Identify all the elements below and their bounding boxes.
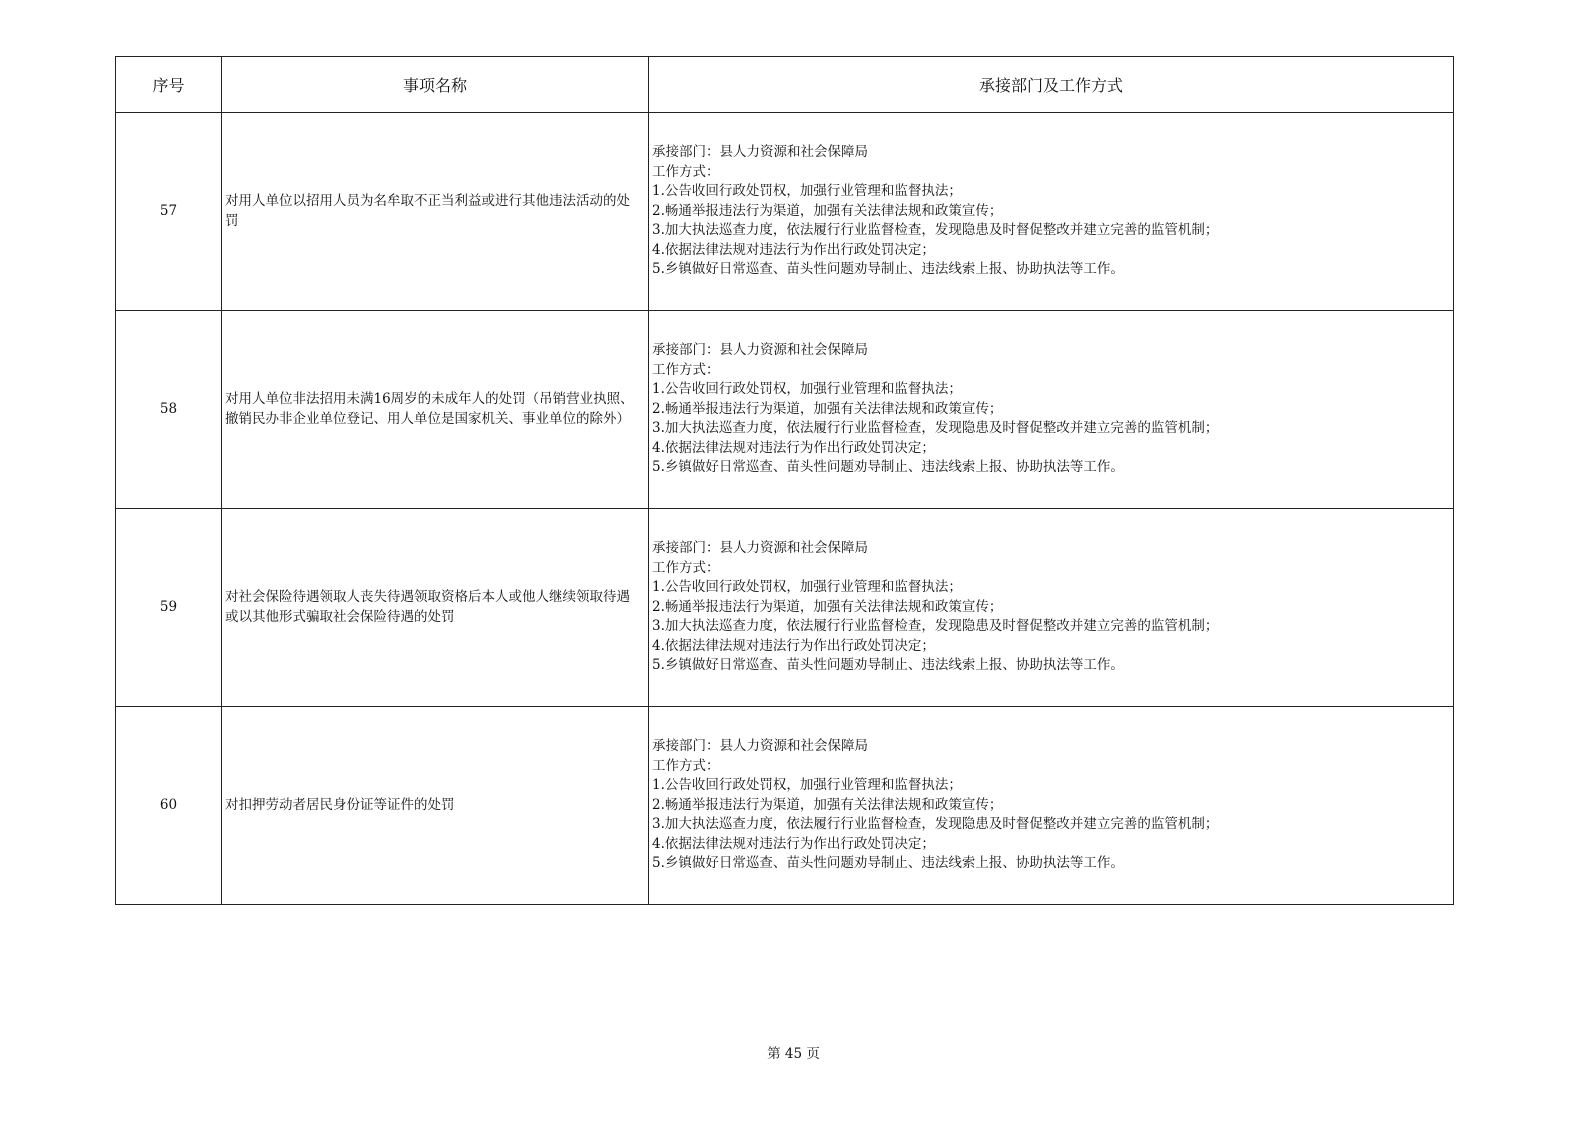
page-number: 第 45 页 <box>767 1046 820 1062</box>
method-item: 4.依据法律法规对违法行为作出行政处罚决定； <box>652 637 935 654</box>
method-cell <box>649 311 1454 509</box>
header-name: 事项名称 <box>222 57 649 113</box>
name-cell: 对用人单位以招用人员为名牟取不正当利益或进行其他违法活动的处罚 <box>222 113 649 311</box>
method-title: 工作方式： <box>652 559 720 576</box>
department-line: 承接部门：县人力资源和社会保障局 <box>652 738 868 755</box>
method-item: 3.加大执法巡查力度，依法履行行业监督检查，发现隐患及时督促整改并建立完善的监管机制； <box>652 618 1219 635</box>
method-item: 1.公告收回行政处罚权，加强行业管理和监督执法； <box>652 579 962 596</box>
method-item: 5.乡镇做好日常巡查、苗头性问题劝导制止、违法线索上报、协助执法等工作。 <box>652 657 1124 674</box>
table-row <box>116 707 1454 905</box>
method-item: 5.乡镇做好日常巡查、苗头性问题劝导制止、违法线索上报、协助执法等工作。 <box>652 261 1124 278</box>
method-item: 4.依据法律法规对违法行为作出行政处罚决定； <box>652 835 935 852</box>
name-cell: 对扣押劳动者居民身份证等证件的处罚 <box>222 707 649 905</box>
department-line: 承接部门：县人力资源和社会保障局 <box>652 144 868 161</box>
method-item: 1.公告收回行政处罚权，加强行业管理和监督执法； <box>652 381 962 398</box>
method-title: 工作方式： <box>652 757 720 774</box>
method-item: 2.畅通举报违法行为渠道，加强有关法律法规和政策宣传； <box>652 400 1003 417</box>
method-item: 1.公告收回行政处罚权，加强行业管理和监督执法； <box>652 777 962 794</box>
seq-cell: 58 <box>116 311 222 509</box>
method-item: 2.畅通举报违法行为渠道，加强有关法律法规和政策宣传； <box>652 598 1003 615</box>
seq-cell: 59 <box>116 509 222 707</box>
method-cell <box>649 509 1454 707</box>
department-line: 承接部门：县人力资源和社会保障局 <box>652 342 868 359</box>
method-item: 2.畅通举报违法行为渠道，加强有关法律法规和政策宣传； <box>652 796 1003 813</box>
method-title: 工作方式： <box>652 361 720 378</box>
seq-cell: 60 <box>116 707 222 905</box>
name-cell: 对用人单位非法招用未满16周岁的未成年人的处罚（吊销营业执照、撤销民办非企业单位登记、用人单位是国家机关、事业单位的除外） <box>222 311 649 509</box>
matters-table <box>115 56 1454 905</box>
table-row <box>116 311 1454 509</box>
method-item: 5.乡镇做好日常巡查、苗头性问题劝导制止、违法线索上报、协助执法等工作。 <box>652 855 1124 872</box>
table-row <box>116 113 1454 311</box>
method-title: 工作方式： <box>652 163 720 180</box>
method-cell <box>649 113 1454 311</box>
method-item: 3.加大执法巡查力度，依法履行行业监督检查，发现隐患及时督促整改并建立完善的监管机制； <box>652 222 1219 239</box>
method-item: 3.加大执法巡查力度，依法履行行业监督检查，发现隐患及时督促整改并建立完善的监管机制； <box>652 816 1219 833</box>
method-cell <box>649 707 1454 905</box>
department-line: 承接部门：县人力资源和社会保障局 <box>652 540 868 557</box>
table-header-row <box>116 57 1454 113</box>
header-method: 承接部门及工作方式 <box>649 57 1454 113</box>
method-item: 2.畅通举报违法行为渠道，加强有关法律法规和政策宣传； <box>652 202 1003 219</box>
method-item: 3.加大执法巡查力度，依法履行行业监督检查，发现隐患及时督促整改并建立完善的监管机制； <box>652 420 1219 437</box>
method-item: 4.依据法律法规对违法行为作出行政处罚决定； <box>652 241 935 258</box>
table-row <box>116 509 1454 707</box>
method-item: 4.依据法律法规对违法行为作出行政处罚决定； <box>652 439 935 456</box>
method-item: 1.公告收回行政处罚权，加强行业管理和监督执法； <box>652 183 962 200</box>
header-seq: 序号 <box>116 57 222 113</box>
seq-cell: 57 <box>116 113 222 311</box>
method-item: 5.乡镇做好日常巡查、苗头性问题劝导制止、违法线索上报、协助执法等工作。 <box>652 459 1124 476</box>
name-cell: 对社会保险待遇领取人丧失待遇领取资格后本人或他人继续领取待遇或以其他形式骗取社会保险待遇的处罚 <box>222 509 649 707</box>
